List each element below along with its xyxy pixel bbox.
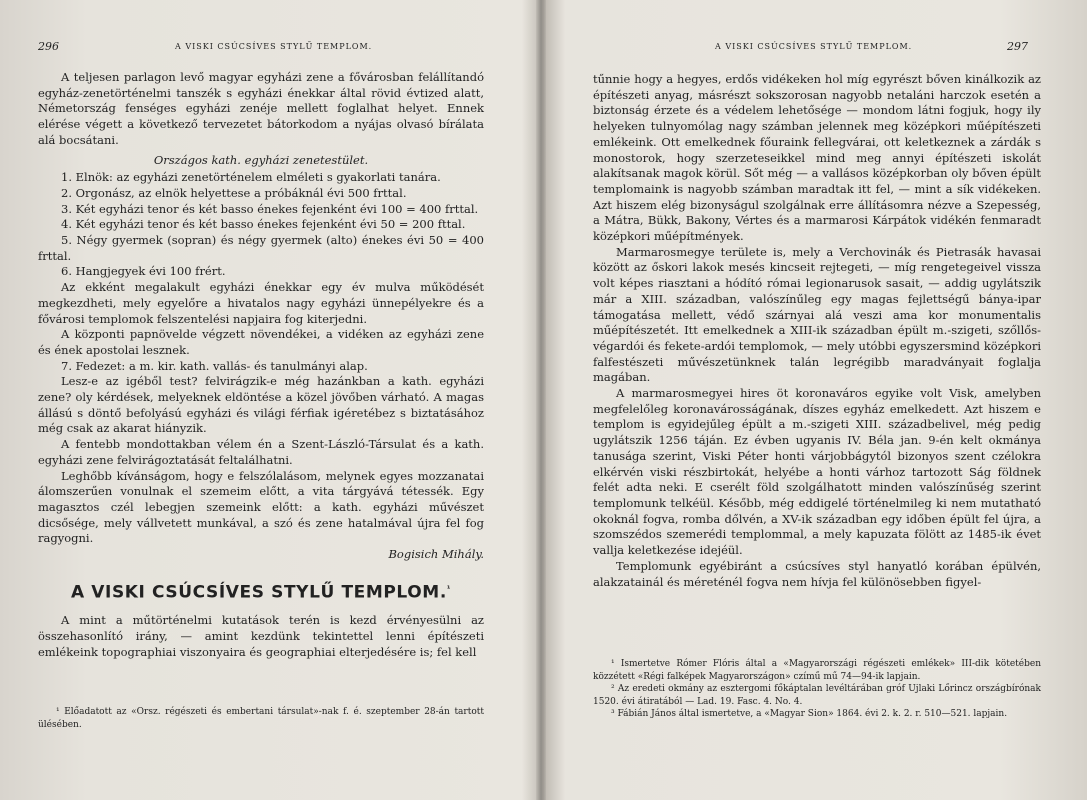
paragraph: 7. Fedezet: a m. kir. kath. vallás- és tanulmányi alap. [61,358,368,373]
footnote: ¹ Előadatott az «Orsz. régészeti és embertani társulat»-nak f. é. szeptember 28-án tartott ülésében. [38,707,484,730]
article-heading-text: A VISKI CSÚCSÍVES STYLŰ TEMPLOM. [70,582,447,603]
page-number: 297 [1007,40,1028,53]
page-number: 296 [38,40,59,53]
paragraph: Templomunk egyébiránt a csúcsíves styl hanyatló korában épülvén, alakzatainál és méreténél fogva nem hívja fel különösebben figyel- [593,558,1041,589]
paragraph: A mint a műtörténelmi kutatások terén is kezd érvényesülni az összehasonlító irány, — amint kezdünk tekintettel lenni építészeti emlékeink topographiai viszonyaira és geographiai elterjedésére is; fel kell [38,613,484,659]
right-body [593,72,1041,590]
right-footnotes [593,658,1041,721]
right-page [545,0,1087,800]
paragraph: A központi papnövelde végzett növendékei, a vidéken az egyházi zene és ének apostolai lesznek. [38,327,484,357]
left-page [0,0,540,800]
paragraph: A teljesen parlagon levő magyar egyházi zene a fővárosban felállítandó egyház-zenetörténelmi tanszék s egyházi énekkar által rövid évtized alatt, Németország fenséges egyházi zenéje mellett foglalhat helyet. Ennek elérése végett a következő tervezetet bátorkodom a nyájas olvasó bírálata alá bocsátani. [38,70,484,147]
list-item: 2. Orgonász, az elnök helyettese a próbáknál évi 500 frttal. [61,185,407,200]
running-head: A VISKI CSÚCSÍVES STYLŰ TEMPLOM. [715,42,913,51]
list-item: 1. Elnök: az egyházi zenetörténelem elméleti s gyakorlati tanára. [61,170,441,185]
list-item: 4. Két egyházi tenor és két basso énekes fejenként évi 50 = 200 fttal. [61,217,466,232]
paragraph: Marmarosmegye területe is, mely a Verchovinák és Pietrasák havasai között az őskori lakok mesés kincseit rejtegeti, — míg rengetegeivel vissza volt képes riasztani a hódító római legionarusok sasait, — addig ugylátszik már a XIII. században, valószínűleg egy magas fejlettségű bánya-ipar támogatása mellett, védő szárnyai alá veszi ama kor monumentalis műépítészetét. Itt emelkednek a XIII-ik században épült m.-szigeti, szőllős-végardói és fekete-ardói templomok, — mely utóbbi egyszersmind középkori falfestészeti művészetünknek talán legrégibb maradványait foglalja magában. [593,244,1041,385]
list-item: 6. Hangjegyek évi 100 frért. [61,264,226,279]
footnote: ² Az eredeti okmány az esztergomi főkáptalan levéltárában gróf Ujlaki Lőrincz országbírónak 1520. évi átiratából — Lad. 19. Fasc. 4. No. 4. [593,684,1041,707]
subheading: Országos kath. egyházi zenetestület. [153,152,369,167]
list-item: 3. Két egyházi tenor és két basso énekes fejenként évi 100 = 400 frttal. [61,201,479,216]
article-heading [38,581,484,601]
paragraph: tűnnie hogy a hegyes, erdős vidékeken hol míg egyrészt bőven kinálkozik az építészeti anyag, másrészt sokszorosan nagyobb netaláni harczok esetén a biztonság érzete és a védelem lehetősége — mondom látni fogjuk, hogy ily helyeken tulnyomólag nagy számban jelennek meg középkori műépítészeti emlékeink. Ott emelkednek főuraink fellegvárai, ott keletkeznek a zárdák s monostorok, hogy szerzeteseikkel mind meg annyi építészeti iskolát alakítsanak magok körül. Sőt még — a vallásos középkorban oly bőven épült templomaink is nagyobb számban maradtak itt fel, — mint a sík vidékeken. Azt hiszem elég bizonyságul szolgálnak erre állításomra nézve a Szepesség, a Mátra, Bükk, Bakony, Vértes és a marmarosi Kárpátok vidékén fenmaradt középkori műépítmények. [593,72,1041,244]
footnote: ³ Fábián János által ismertetve, a «Magyar Sion» 1864. évi 2. k. 2. r. 510—521. lapjain. [611,709,1008,719]
paragraph: A marmarosmegyei hires öt koronaváros egyike volt Visk, amelyben megfelelőleg koronavárosságának, díszes egyház emelkedett. Azt hiszem e templom is egyidejűleg épült a m.-szigeti XIII. századbelivel, még pedig ugylátszik 1256 táján. Ez évben ugyanis IV. Béla jan. 9-én kelt okmánya tanusága szerint, Viski Péter honti várjobbágytól bizonyos szent czélokra elkérvén viski részbirtokát, helyébe a honti várhoz tartozott Ság földnek felét adta neki. E cserélt föld szolgálhatott minden valószínűség szerint templomunk telkéül. Később, még eddigelé történelmileg ki nem mutatható okoknál fogva, romba dőlvén, a XV-ik században egy időben épült fel újra, a szomszédos szemerédi templommal, a mely kapuzata fölött az 1485-ik évet vallja keletkezése idejéül. [593,386,1041,558]
left-body [38,70,484,660]
paragraph: Leghőbb kívánságom, hogy e felszólalásom, melynek egyes mozzanatai álomszerűen vonulnak el szemeim előtt, a vita tárgyává tétessék. Egy magasztos czél lebegjen szemeink előtt: a kath. egyházi művészet dicsősége, mely vállvetett munkával, a szó és zene hatalmával újra fel fog ragyogni. [38,468,484,546]
signature: Bogisich Mihály. [388,547,484,562]
paragraph: A fentebb mondottakban vélem én a Szent-László-Társulat és a kath. egyházi zene felvirágoztatását feltalálhatni. [38,437,484,467]
left-footnotes [38,706,484,731]
list-item: 5. Négy gyermek (sopran) és négy gyermek (alto) énekes évi 50 = 400 frttal. [38,233,484,263]
heading-note-mark: ¹ [446,583,451,593]
paragraph: Az ekként megalakult egyházi énekkar egy év mulva működését megkezdheti, mely egyelőre a hivatalos nagy egyházi ünnepélyekre és a fővárosi templomok felszentelési napjaira fog kiterjedni. [38,280,484,326]
paragraph: Lesz-e az igéből test? felvirágzik-e még hazánkban a kath. egyházi zene? oly kérdések, melyeknek eldöntése a közel jövőben várható. A magas állású s döntő befolyású egyházi és világi férfiak igéretébez s biztatásához még csak az akarat hiányzik. [38,374,484,436]
running-head: A VISKI CSÚCSÍVES STYLŰ TEMPLOM. [175,42,373,51]
footnote: ¹ Ismertetve Rómer Flóris által a «Magyarországi régészeti emlékek» III-dik kötetében közzétett «Régi falképek Magyarországon» czímű mű 74—94-ik lapjain. [593,659,1041,682]
